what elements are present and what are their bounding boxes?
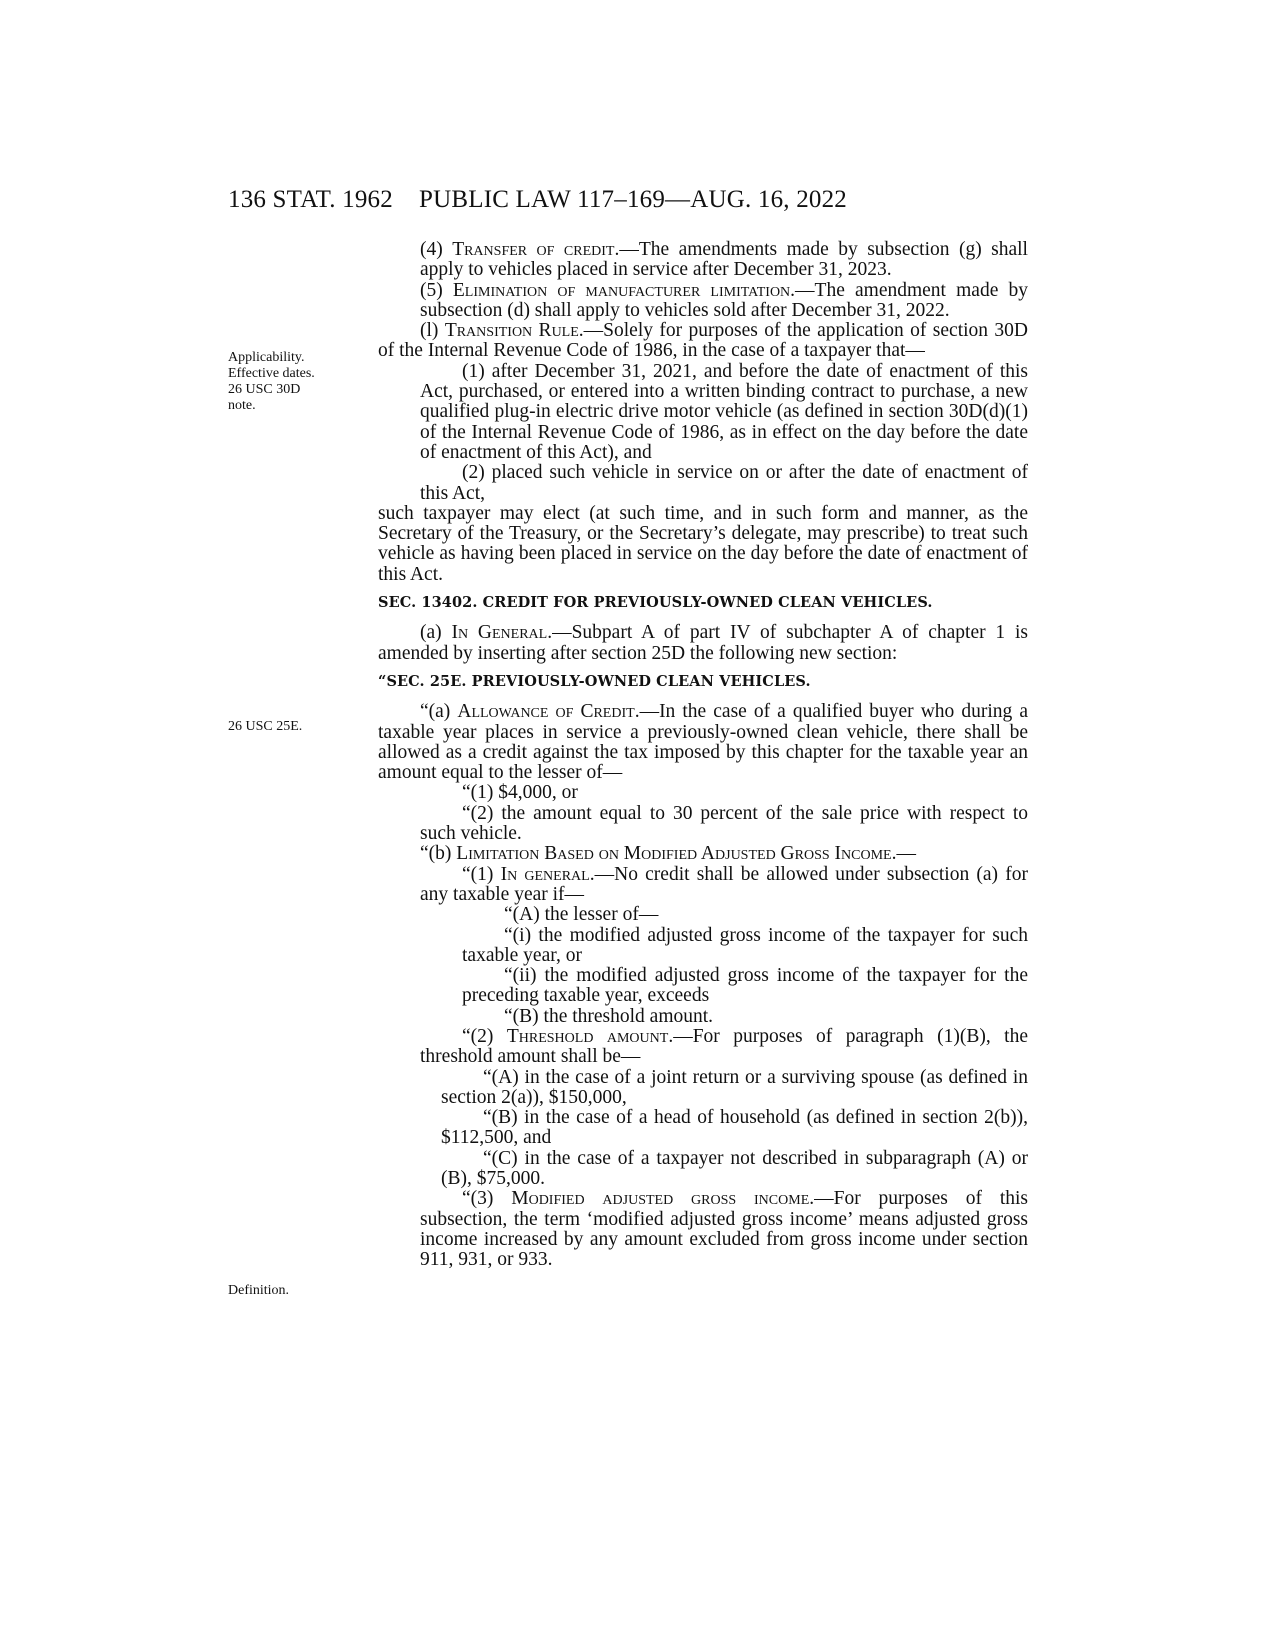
page-stat-citation: 136 STAT. 1962 xyxy=(228,186,393,213)
section-heading-25e: “SEC. 25E. PREVIOUSLY-OWNED CLEAN VEHICLES. xyxy=(378,672,811,690)
subparagraph-25e-b-2-C: “(C) in the case of a taxpayer not described in subparagraph (A) or (B), $75,000. xyxy=(441,1147,1028,1190)
margin-note-applicability xyxy=(228,350,315,414)
clause-25e-b-1-A-ii: “(ii) the modified adjusted gross income of the taxpayer for the preceding taxable year, exceeds xyxy=(462,965,1028,1007)
subparagraph-25e-b-1-B: “(B) the threshold amount. xyxy=(504,1005,714,1027)
paragraph-25e-b-3-magi: “(3) Modified adjusted gross income.—For purposes of this subsection, the term ‘modified adjusted gross income’ means adjusted gross income increased by any amount excluded from gross income under section 911, 931, or 933. xyxy=(420,1188,1028,1271)
document-body xyxy=(378,240,1028,1271)
section-heading-13402: SEC. 13402. CREDIT FOR PREVIOUSLY-OWNED CLEAN VEHICLES. xyxy=(378,594,933,612)
paragraph-4-transfer-of-credit: (4) Transfer of credit.—The amendments made by subsection (g) shall apply to vehicles placed in service after December 31, 2023. xyxy=(420,239,1028,281)
subparagraph-25e-b-2-A: “(A) in the case of a joint return or a surviving spouse (as defined in section 2(a)), $150,000, xyxy=(441,1066,1028,1108)
subsection-l-transition-rule: (l) Transition Rule.—Solely for purposes of the application of section 30D of the Internal Revenue Code of 1986, in the case of a taxpayer that— xyxy=(378,320,1029,362)
margin-note-26usc25e: 26 USC 25E. xyxy=(228,719,303,734)
margin-note-line: Applicability. xyxy=(228,350,305,365)
clause-25e-b-1-A-i: “(i) the modified adjusted gross income of the taxpayer for such taxable year, or xyxy=(462,924,1028,966)
subsection-25e-b-limitation: “(b) Limitation Based on Modified Adjusted Gross Income.— xyxy=(420,843,916,865)
paragraph-25e-a-2: “(2) the amount equal to 30 percent of the sale price with respect to such vehicle. xyxy=(420,802,1028,845)
subparagraph-25e-b-1-A: “(A) the lesser of— xyxy=(504,904,659,926)
paragraph-25e-b-2: “(2) Threshold amount.—For purposes of paragraph (1)(B), the threshold amount shall be— xyxy=(420,1025,1028,1068)
paragraph-l-2: (2) placed such vehicle in service on or after the date of enactment of this Act, xyxy=(420,462,1028,504)
margin-note-line: 26 USC 30D xyxy=(228,382,301,397)
margin-note-line: note. xyxy=(228,398,256,413)
page-header-title: PUBLIC LAW 117–169—AUG. 16, 2022 xyxy=(419,186,848,213)
margin-note-definition: Definition. xyxy=(228,1283,290,1298)
subparagraph-25e-b-2-B: “(B) in the case of a head of household (as defined in section 2(b)), $112,500, and xyxy=(441,1107,1028,1149)
paragraph-l-tail: such taxpayer may elect (at such time, and in such form and manner, as the Secretary of the Treasury, or the Secretary’s delegate, may prescribe) to treat such vehicle as having been placed in service on the day before the date of enactment of this Act. xyxy=(378,502,1028,585)
subsection-a-in-general: (a) In General.—Subpart A of part IV of subchapter A of chapter 1 is amended by inserting after section 25D the following new section: xyxy=(378,622,1028,664)
subsection-25e-a-allowance: “(a) Allowance of Credit.—In the case of a qualified buyer who during a taxable year places in service a previously-owned clean vehicle, there shall be allowed as a credit against the tax imposed by this chapter for the taxable year an amount equal to the lesser of— xyxy=(378,701,1028,784)
paragraph-5-elimination: (5) Elimination of manufacturer limitation.—The amendment made by subsection (d) shall apply to vehicles sold after December 31, 2022. xyxy=(420,279,1028,321)
paragraph-l-1: (1) after December 31, 2021, and before the date of enactment of this Act, purchased, or entered into a written binding contract to purchase, a new qualified plug-in electric drive motor vehicle (as defined in section 30D(d)(1) of the Internal Revenue Code of 1986, as in effect on the day before the date of enactment of this Act), and xyxy=(420,360,1028,463)
paragraph-25e-b-1: “(1) In general.—No credit shall be allowed under subsection (a) for any taxable year if— xyxy=(420,863,1028,905)
margin-note-line: Effective dates. xyxy=(228,366,315,381)
paragraph-25e-a-1: “(1) $4,000, or xyxy=(462,782,578,804)
